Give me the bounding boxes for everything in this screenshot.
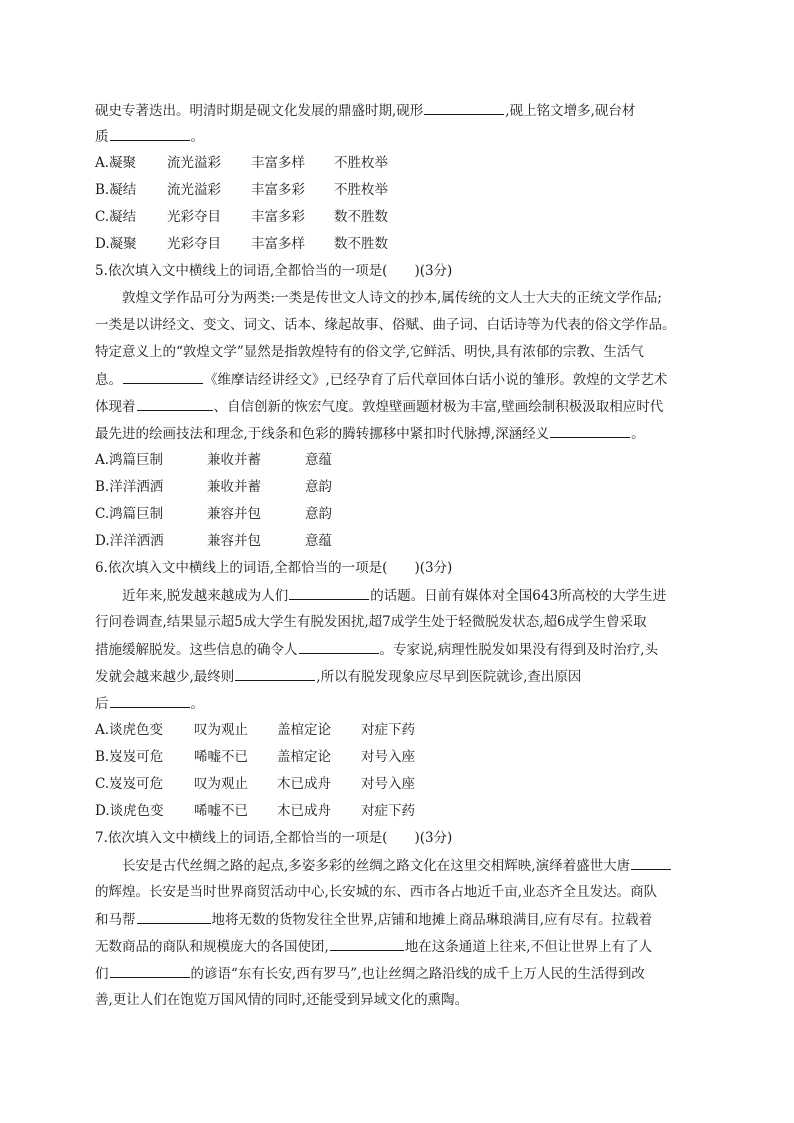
- fill-blank[interactable]: [550, 423, 630, 438]
- q5-passage-line-4: 息。 《维摩诘经讲经文》,已经孕育了后代章回体白话小说的雏形。敦煌的文学艺术: [95, 369, 667, 390]
- fill-blank[interactable]: [330, 936, 404, 951]
- q7-passage-line-5: 们 的谚语“东有长安,西有罗马”,也让丝绸之路沿线的成千上万人民的生活得到改: [95, 963, 645, 984]
- q5-passage-line-5: 体现着 、自信创新的恢宏气度。敦煌壁画题材极为丰富,壁画绘制积极汲取相应时代: [95, 396, 663, 417]
- q7-passage-line-4: 无数商品的商队和规模庞大的各国使团, 地在这条通道上往来,不但让世界上有了人: [95, 936, 652, 957]
- fill-blank[interactable]: [424, 100, 504, 115]
- q4-passage-line-2: 质 。: [95, 126, 204, 147]
- q7-title: 7.依次填入文中横线上的词语,全都恰当的一项是( )(3分): [95, 830, 453, 846]
- q5-passage-line-3: 特定意义上的“敦煌文学”显然是指敦煌特有的俗文学,它鲜活、明快,具有浓郁的宗教、生活气: [95, 344, 644, 360]
- fill-blank[interactable]: [289, 585, 369, 600]
- q5-title: 5.依次填入文中横线上的词语,全都恰当的一项是( )(3分): [95, 263, 453, 279]
- fill-blank[interactable]: [299, 639, 379, 654]
- fill-blank[interactable]: [110, 963, 190, 978]
- q6-passage-line-1: 近年来,脱发越来越成为人们 的话题。日前有媒体对全国643所高校的大学生进: [122, 585, 666, 606]
- q7-passage-line-1: 长安是古代丝绸之路的起点,多姿多彩的丝绸之路文化在这里交相辉映,演绎着盛世大唐: [122, 855, 672, 876]
- q6-passage-line-3: 措施缓解脱发。这些信息的确令人 。专家说,病理性脱发如果没有得到及时治疗,头: [95, 639, 658, 660]
- q5-passage-line-2: 一类是以讲经文、变文、词文、话本、缘起故事、俗赋、曲子词、白话诗等为代表的俗文学作品。: [95, 317, 676, 333]
- q7-passage-line-6: 善,更让人们在饱览万国风情的同时,还能受到异域文化的熏陶。: [95, 992, 469, 1008]
- q6-passage-line-2: 行问卷调查,结果显示超5成大学生有脱发困扰,超7成学生处于轻微脱发状态,超6成学生曾采取: [95, 614, 647, 630]
- q6-passage-line-4: 发就会越来越少,最终则 ,所以有脱发现象应尽早到医院就诊,查出原因: [95, 666, 581, 687]
- fill-blank[interactable]: [110, 693, 190, 708]
- fill-blank[interactable]: [631, 855, 671, 870]
- fill-blank[interactable]: [110, 126, 190, 141]
- q5-passage-line-6: 最先进的绘画技法和理念,于线条和色彩的腾转挪移中紧扣时代脉搏,深涵经义 。: [95, 423, 645, 444]
- q7-passage-line-2: 的辉煌。长安是当时世界商贸活动中心,长安城的东、西市各占地近千亩,业态齐全且发达。商队: [95, 884, 658, 900]
- fill-blank[interactable]: [137, 396, 213, 411]
- q6-passage-line-5: 后 。: [95, 693, 204, 714]
- q5-passage-line-1: 敦煌文学作品可分为两类:一类是传世文人诗文的抄本,属传统的文人士大夫的正统文学作品;: [122, 290, 662, 306]
- q7-passage-line-3: 和马帮 地将无数的货物发往全世界,店铺和地摊上商品琳琅满目,应有尽有。拉载着: [95, 909, 652, 930]
- fill-blank[interactable]: [137, 909, 211, 924]
- document-page: 砚史专著迭出。明清时期是砚文化发展的鼎盛时期,砚形 ,砚上铭文增多,砚台材 质 。 A.凝聚 流光溢彩 丰富多样 不胜枚举 B.凝结 流光溢彩 丰富多彩 不胜枚举 C.凝结 光彩夺目 丰富多彩 数不胜数 D.凝聚 光彩夺目 丰富多样 数不胜数 5.依次填入文中横线上的词语,全都恰当的一项是( )(3分) 敦煌文学作品可分为两类:一类是传世文人诗文的抄本,属传统的文人士大夫的正统文学作品; 一类是以讲经文、变文、词文、话本、缘起故事、俗赋、曲子词、白话诗等为代表的俗文学作品。 特定意义上的“敦煌文学”显然是指敦煌特有的俗文学,它鲜活、明快,具有浓郁的宗教、生活气 息。 《维摩诘经讲经文》,已经孕育了后代章回体白话小说的雏形。敦煌的文学艺术 体现着 、自信创新的恢宏气度。敦煌壁画题材极为丰富,壁画绘制积极汲取相应时代 最先进的绘画技法和理念,于线条和色彩的腾转挪移中紧扣时代脉搏,深涵经义 。 A.鸿篇巨制 兼收并蓄 意蕴 B.洋洋洒洒 兼收并蓄 意韵 C.鸿篇巨制 兼容并包 意韵 D.洋洋洒洒 兼容并包 意蕴 6.依次填入文中横线上的词语,全都恰当的一项是( )(3分) 近年来,脱发越来越成为人们 的话题。日前有媒体对全国643所高校的大学生进 行问卷调查,结果显示超5成大学生有脱发困扰,超7成学生处于轻微脱发状态,超6成学生曾采取 措施缓解脱发。这些信息的确令人 。专家说,病理性脱发如果没有得到及时治疗,头 发就会越来越少,最终则 ,所以有脱发现象应尽早到医院就诊,查出原因 后 。 A.谈虎色变 叹为观止 盖棺定论 对症下药 B.岌岌可危 唏嘘不已 盖棺定论 对号入座 C.岌岌可危 叹为观止 木已成舟 对号入座 D.谈虎色变 唏嘘不已 木已成舟 对症下药 7.依次填入文中横线上的词语,全都恰当的一项是( )(3分) 长安是古代丝绸之路的起点,多姿多彩的丝绸之路文化在这里交相辉映,演绎着盛世大唐 的辉煌。长安是当时世界商贸活动中心,长安城的东、西市各占地近千亩,业态齐全且发达。商队 和马帮 地将无数的货物发往全世界,店铺和地摊上商品琳琅满目,应有尽有。拉载着 无数商品的商队和规模庞大的各国使团, 地在这条通道上往来,不但让世界上有了人 们 的谚语“东有长安,西有罗马”,也让丝绸之路沿线的成千上万人民的生活得到改 善,更让人们在饱览万国风情的同时,还能受到异域文化的熏陶。: [0, 0, 794, 1123]
- fill-blank[interactable]: [123, 369, 203, 384]
- fill-blank[interactable]: [235, 666, 315, 681]
- q4-passage-line-1: 砚史专著迭出。明清时期是砚文化发展的鼎盛时期,砚形 ,砚上铭文增多,砚台材: [95, 100, 635, 121]
- q6-title: 6.依次填入文中横线上的词语,全都恰当的一项是( )(3分): [95, 560, 453, 576]
